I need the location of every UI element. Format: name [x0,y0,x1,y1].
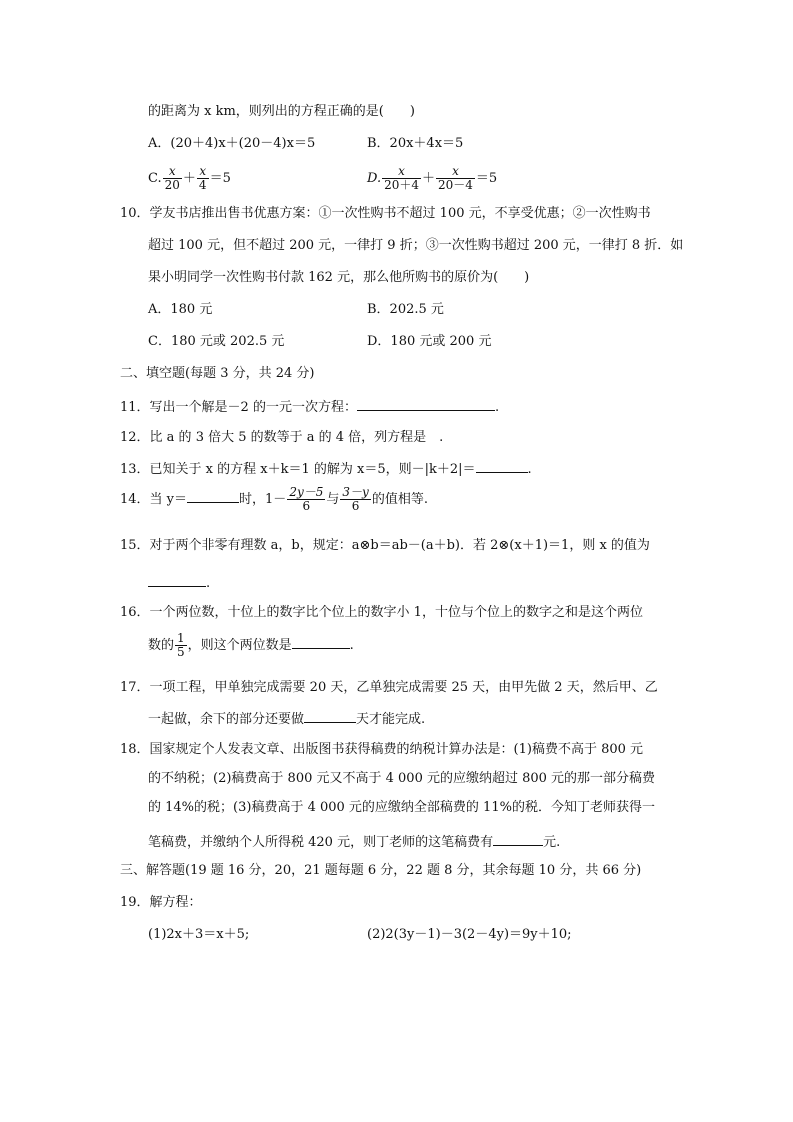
q9-c-fraction-1 [163,165,182,192]
q9-option-d [367,164,497,194]
denominator: 20 [164,178,180,192]
q16-text-b: ，则这个两位数是 [187,638,292,653]
numerator: x [382,165,421,179]
denominator: 20－4 [438,178,473,192]
q14-fraction-1 [287,486,325,513]
q9-d-fraction-1 [382,165,421,192]
denominator: 5 [177,645,185,659]
q13 [120,459,532,479]
q9-c-label: C. [148,171,162,186]
q9-d-label: D. [367,171,382,186]
q18-text-b: 元. [543,835,561,850]
q10-option-a: A．180 元 [148,302,213,317]
answer-blank [148,573,206,587]
q19-title: 19．解方程： [120,895,202,910]
denominator: 6 [351,499,360,513]
answer-blank [292,635,350,649]
q10-option-d: D．180 元或 200 元 [367,334,492,349]
q18-line-2: 的不纳税；(2)稿费高于 800 元又不高于 4 000 元的应缴纳超过 800 元的那一部分稿费 [148,771,656,786]
answer-blank [476,459,528,473]
q10-line-2: 超过 100 元，但不超过 200 元，一律打 9 折；③一次性购书超过 200 元，一律打 8 折．如 [148,238,684,253]
q15-end: . [206,576,211,591]
q10-line-3: 果小明同学一次性购书付款 162 元，那么他所购书的原价为( ) [148,270,530,285]
q16-fraction [175,632,187,659]
answer-blank [357,397,495,411]
q10-option-c: C．180 元或 202.5 元 [148,334,285,349]
answer-blank [493,832,543,846]
q16-line-1: 16．一个两位数，十位上的数字比个位上的数字小 1，十位与个位上的数字之和是这个两位 [120,605,643,620]
section-2-heading: 二、填空题(每题 3 分，共 24 分) [120,366,315,381]
q18-line-3: 的 14%的税；(3)稿费高于 4 000 元的应缴纳全部稿费的 11%的税．今知丁老师获得一 [148,800,655,815]
q9-c-fraction-2 [197,165,209,192]
q9-d-fraction-2 [436,165,475,192]
q9-option-c [148,164,231,194]
q17-line-2 [148,709,425,729]
q17-text-a: 一起做，余下的部分还要做 [148,712,305,727]
q11-text: 11．写出一个解是－2 的一元一次方程： [120,400,357,415]
q17-line-1: 17．一项工程，甲单独完成需要 20 天，乙单独完成需要 25 天，由甲先做 2 天，然后甲、乙 [120,680,658,695]
answer-blank [304,709,356,723]
q10-line-1: 10．学友书店推出售书优惠方案：①一次性购书不超过 100 元，不享受优惠；②一次性购书 [120,206,651,221]
q14-text-c: 与 [326,492,340,507]
numerator: 1 [177,631,185,645]
q19-part-1: (1)2x＋3＝x＋5; [148,927,250,942]
q15-line-1: 15．对于两个非零有理数 a，b，规定：a⊗b＝ab－(a＋b)．若 2⊗(x＋1)＝1，则 x 的值为 [120,538,650,553]
answer-blank [187,489,239,503]
q19-part-2: (2)2(3y－1)－3(2－4y)＝9y＋10; [367,927,572,942]
denominator: 20＋4 [384,178,419,192]
q16-line-2 [148,630,354,662]
q13-end: . [527,462,532,477]
section-3-heading: 三、解答题(19 题 16 分，20，21 题每题 6 分，22 题 8 分，其余每题 10 分，共 66 分) [120,863,642,878]
q10-option-b: B．202.5 元 [367,302,444,317]
plus-sign: ＋ [422,171,436,186]
q11-end: . [494,400,500,415]
q14 [120,484,428,516]
q9-option-b: B．20x＋4x＝5 [367,136,464,151]
q9-stem-continued: 的距离为 x km，则列出的方程正确的是( ) [148,104,415,119]
q18-line-4 [148,832,560,852]
q16-end: . [349,638,354,653]
q17-text-b: 天才能完成. [356,712,426,727]
q14-text-b: 时，1－ [239,492,287,507]
q12: 12．比 a 的 3 倍大 5 的数等于 a 的 4 倍，列方程是 . [120,430,444,445]
q15-line-2 [148,573,210,593]
q16-text-a: 数的 [148,638,175,653]
numerator: 2y－5 [289,485,324,499]
denominator: 6 [302,499,311,513]
q18-line-1: 18．国家规定个人发表文章、出版图书获得稿费的纳税计算办法是：(1)稿费不高于 800 元 [120,742,644,757]
denominator: 4 [198,178,207,192]
q14-fraction-2 [340,486,370,513]
plus-sign: ＋ [182,171,196,186]
numerator: 3－y [342,485,369,499]
numerator: x [163,165,182,179]
q9-option-a: A．(20＋4)x＋(20－4)x＝5 [148,136,316,151]
numerator: x [436,165,475,179]
q14-text-a: 14．当 y＝ [120,492,188,507]
equals-five: ＝5 [475,171,498,186]
equals-five: ＝5 [209,171,231,186]
q18-text-a: 笔稿费，并缴纳个人所得税 420 元，则丁老师的这笔稿费有 [148,835,494,850]
q13-text: 13．已知关于 x 的方程 x＋k＝1 的解为 x＝5，则－|k＋2|＝ [120,462,476,477]
q11 [120,397,499,417]
q14-text-d: 的值相等. [371,492,428,507]
numerator: x [197,165,209,179]
